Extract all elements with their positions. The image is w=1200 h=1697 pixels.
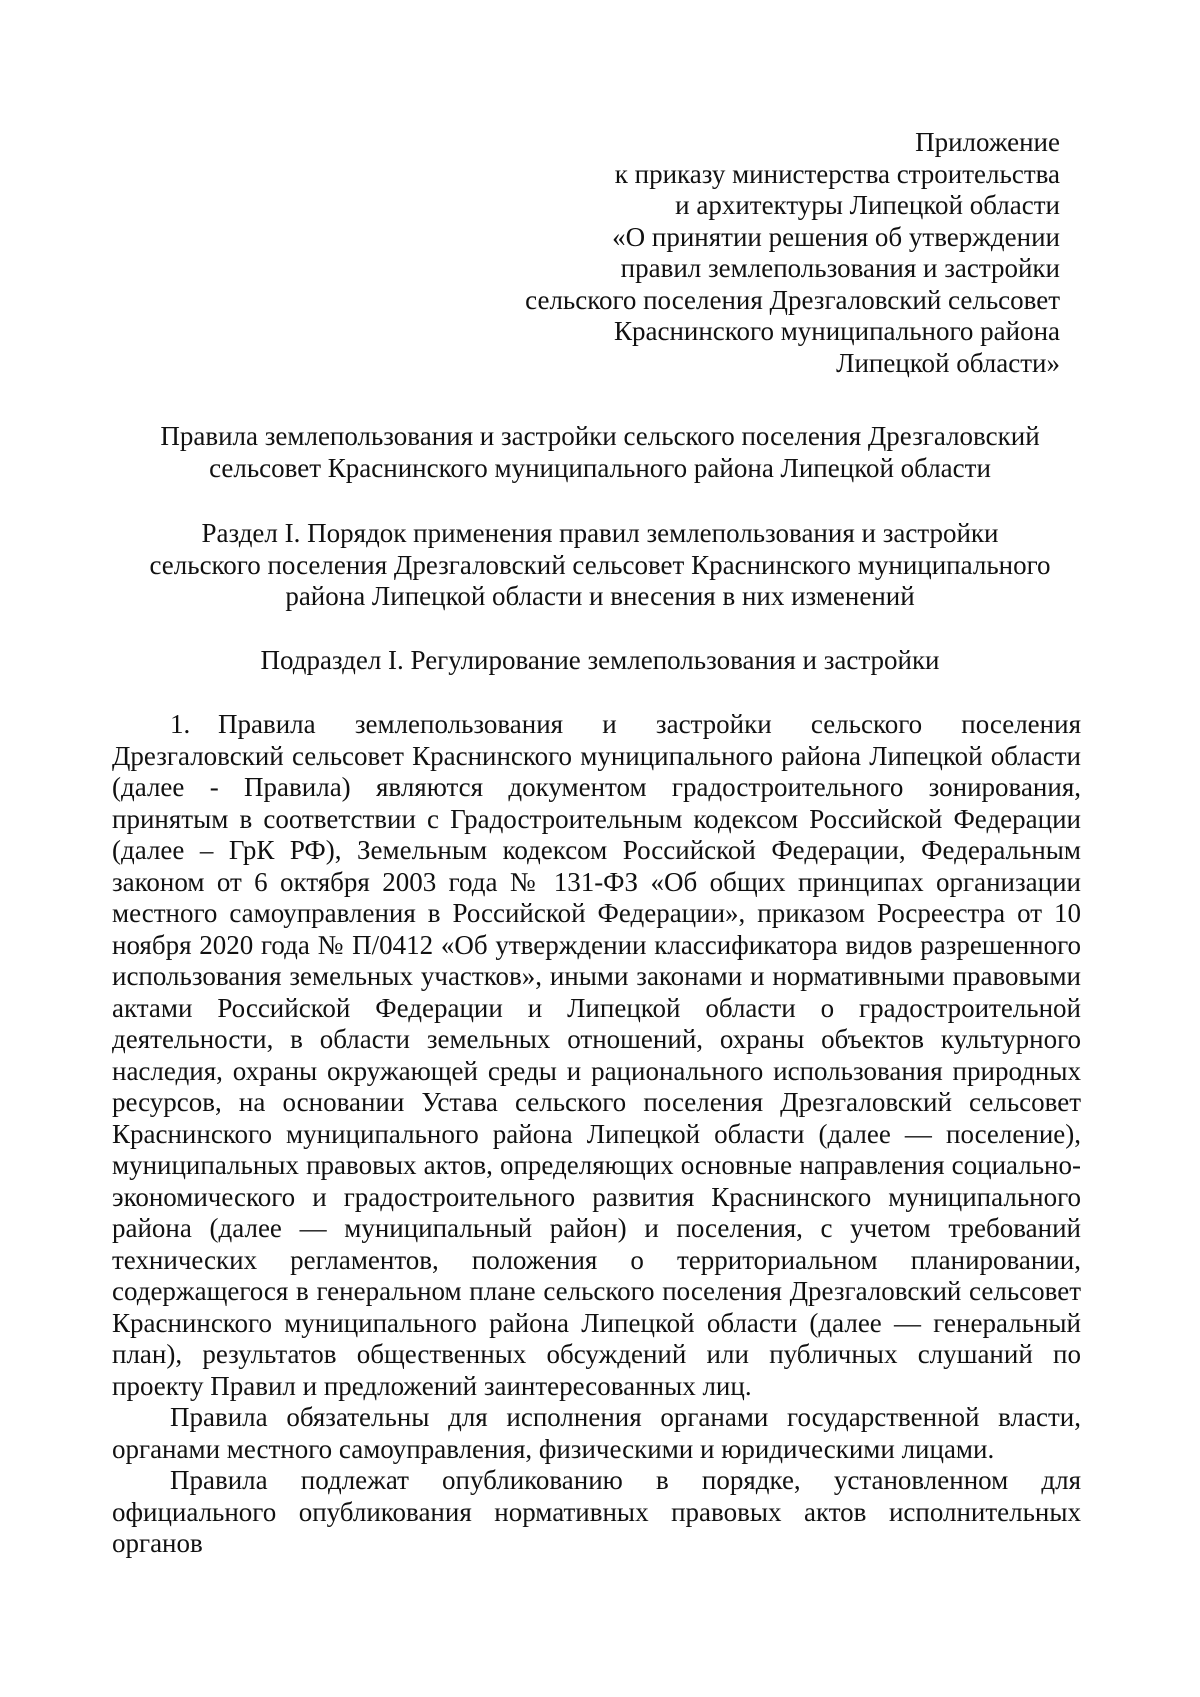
document-body — [112, 709, 1081, 1560]
subsection-title — [120, 645, 1080, 677]
document-title — [120, 421, 1080, 484]
appendix-line: Приложение — [915, 127, 1060, 157]
section-title-line: сельского поселения Дрезгаловский сельсовет Краснинского муниципального — [149, 549, 1051, 580]
paragraph-text: Правила землепользования и застройки сельского поселения Дрезгаловский сельсовет Краснинского муниципального района Липецкой области (далее - Правила) являются документом градостроительного зонирования, принятым в соответствии с Градостроительным кодексом Российской Федерации (далее – ГрК РФ), Земельным кодексом Российской Федерации, Федеральным законом от 6 октября 2003 года № 131-ФЗ «Об общих принципах организации местного самоуправления в Российской Федерации», приказом Росреестра от 10 ноября 2020 года № П/0412 «Об утверждении классификатора видов разрешенного использования земельных участков», иными законами и нормативными правовыми актами Российской Федерации и Липецкой области о градостроительной деятельности, в области земельных отношений, охраны объектов культурного наследия, охраны окружающей среды и рационального использования природных ресурсов, на основании Устава сельского поселения Дрезгаловский сельсовет Краснинского муниципального района Липецкой области (далее — поселение), муниципальных правовых актов, определяющих основные направления социально-экономического и градостроительного развития Краснинского муниципального района (далее — муниципальный район) и поселения, с учетом требований технических регламентов, положения о территориальном планировании, содержащегося в генеральном плане сельского поселения Дрезгаловский сельсовет Краснинского муниципального района Липецкой области (далее — генеральный план), результатов общественных обсуждений или публичных слушаний по проекту Правил и предложений заинтересованных лиц. — [112, 709, 1081, 1401]
item-number: 1. — [170, 709, 191, 739]
appendix-line: «О принятии решения об утверждении — [612, 221, 1060, 252]
paragraph-item-1 — [112, 709, 1081, 1402]
paragraph: Правила обязательны для исполнения органами государственной власти, органами местного самоуправления, физическими и юридическими лицами. — [112, 1402, 1081, 1464]
document-title-line: сельсовет Краснинского муниципального района Липецкой области — [209, 452, 991, 483]
document-title-line: Правила землепользования и застройки сельского поселения Дрезгаловский — [160, 421, 1040, 451]
section-title-line: района Липецкой области и внесения в них изменений — [285, 581, 915, 611]
section-title-line: Раздел I. Порядок применения правил землепользования и застройки — [201, 518, 999, 548]
section-title — [120, 518, 1080, 613]
appendix-line: сельского поселения Дрезгаловский сельсовет — [525, 284, 1060, 315]
appendix-line: правил землепользования и застройки — [620, 253, 1060, 283]
appendix-line: Липецкой области» — [836, 347, 1060, 378]
appendix-line: Краснинского муниципального района — [613, 316, 1060, 346]
appendix-line: и архитектуры Липецкой области — [675, 190, 1060, 220]
subsection-title-line: Подраздел I. Регулирование землепользования и застройки — [260, 645, 940, 675]
paragraph: Правила подлежат опубликованию в порядке, установленном для официального опубликования нормативных правовых актов исполнительных органов — [112, 1465, 1081, 1558]
appendix-header — [460, 127, 1060, 379]
appendix-line: к приказу министерства строительства — [614, 158, 1060, 189]
